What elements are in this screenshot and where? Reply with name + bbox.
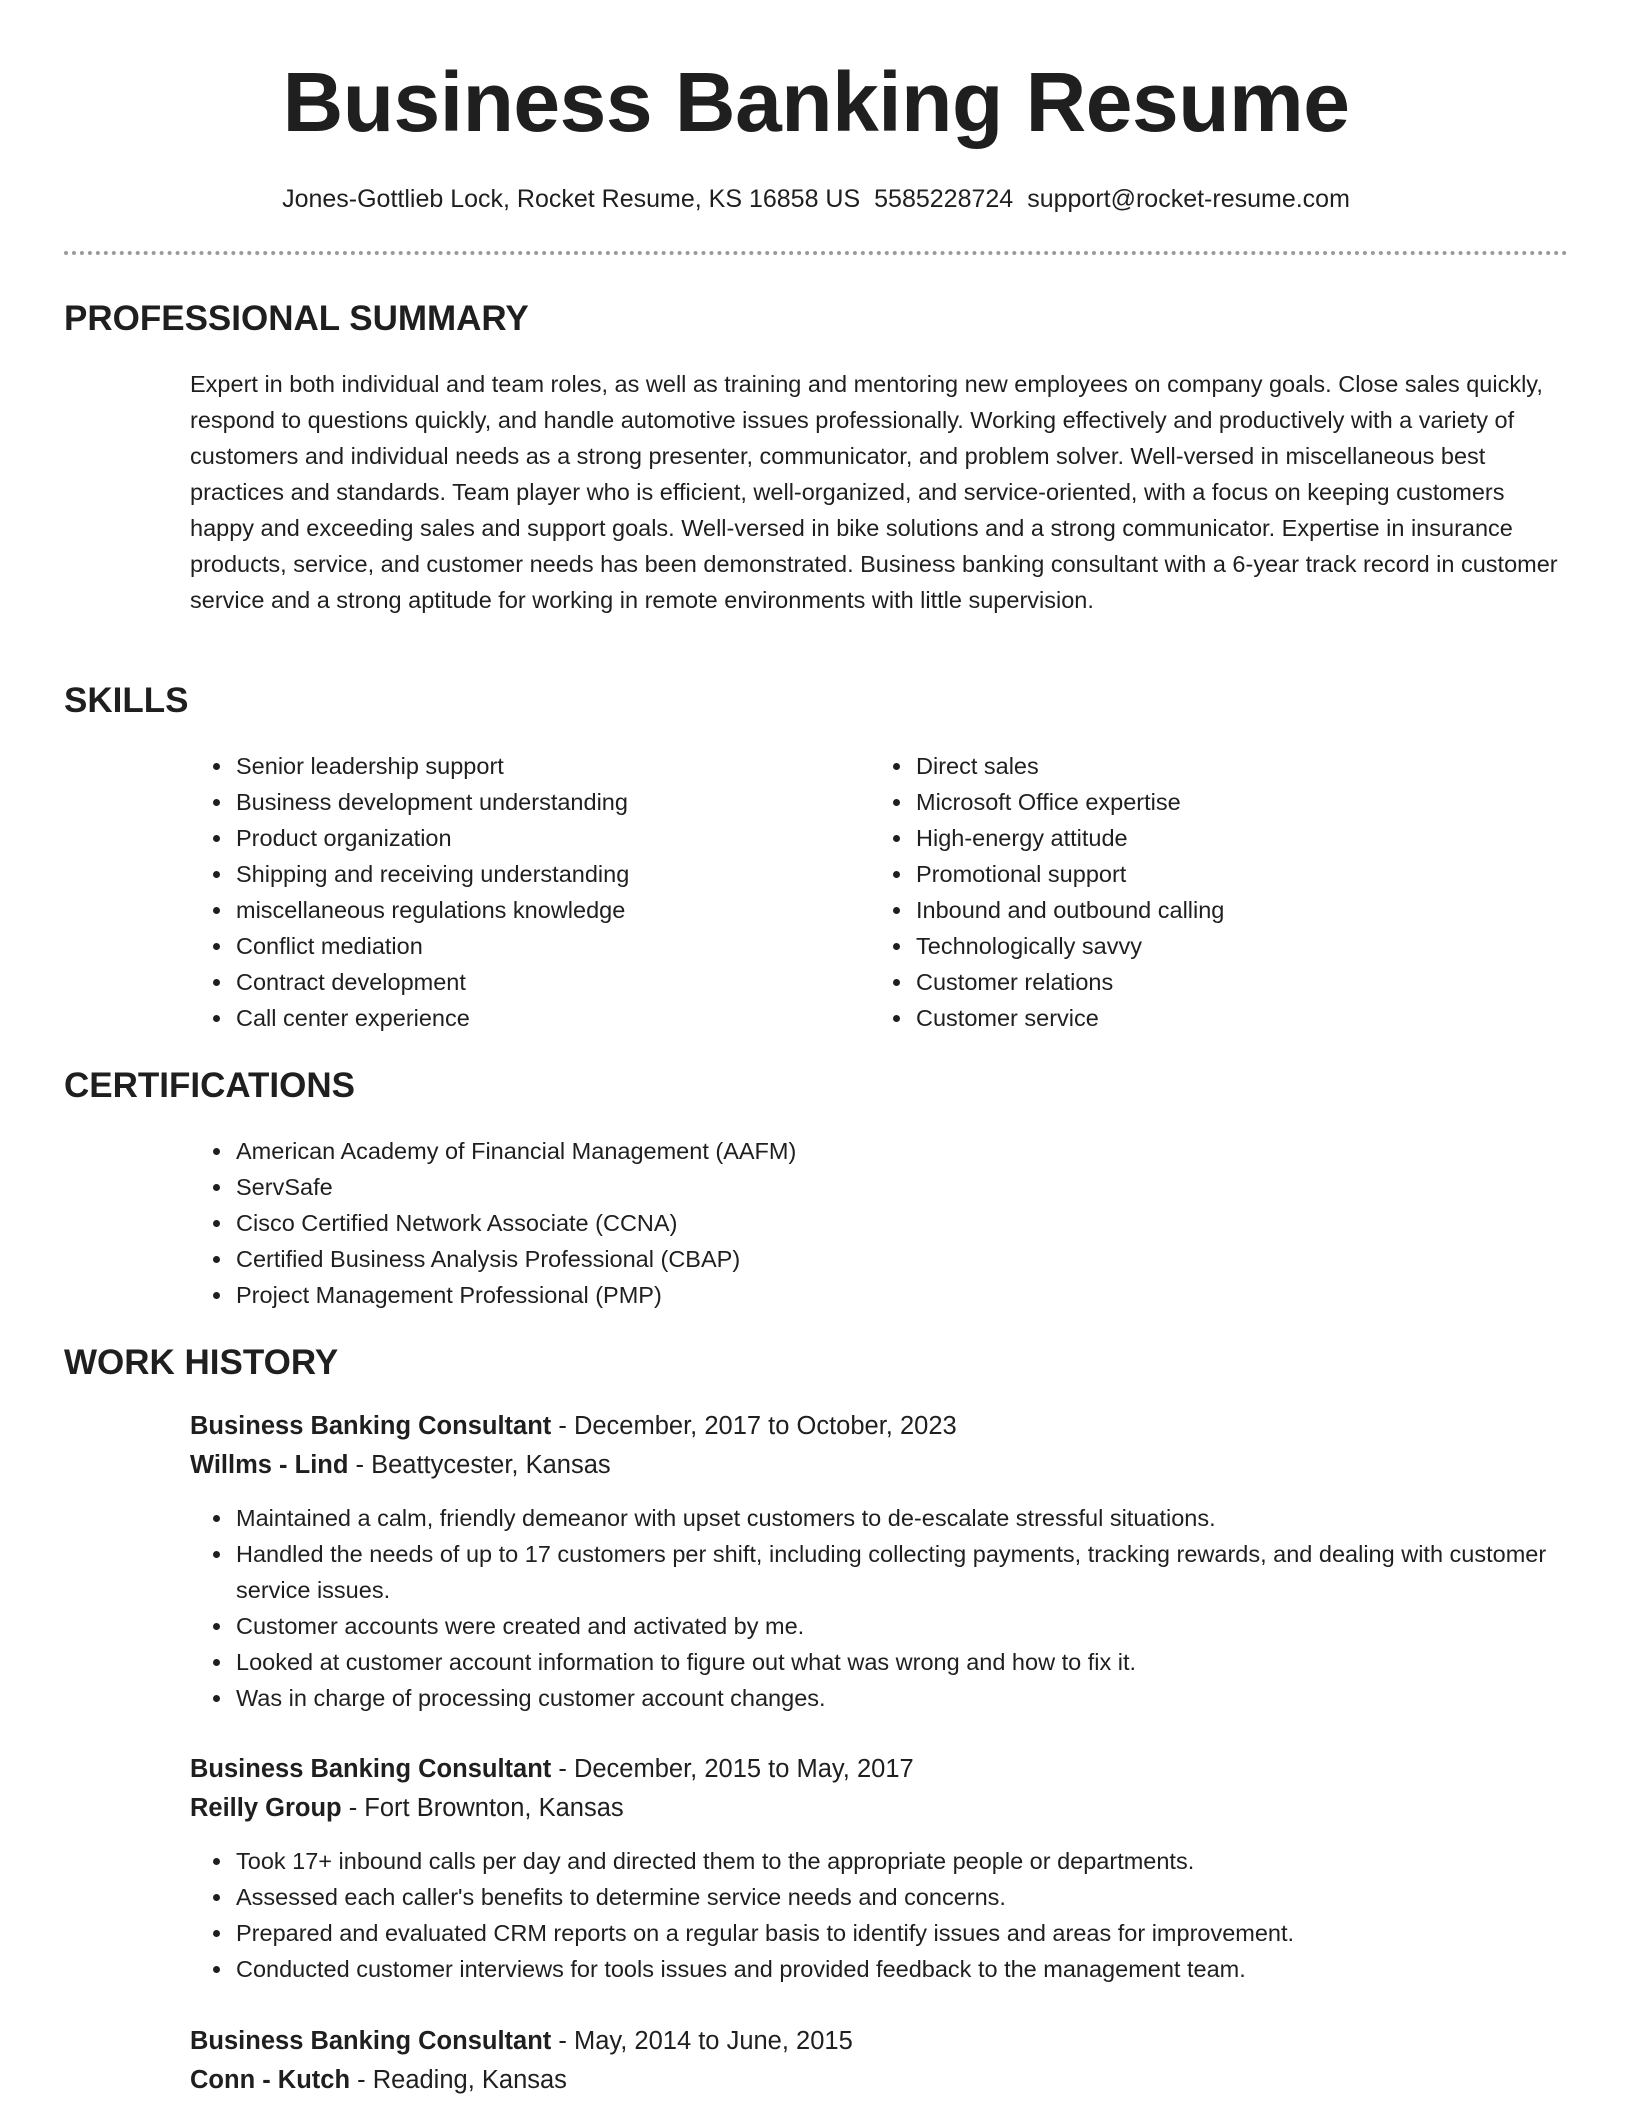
skill-item: • Call center experience (234, 1000, 854, 1036)
job-duty: • Assessed each caller's benefits to determine service needs and concerns. (234, 1879, 1574, 1915)
skills-heading: SKILLS (64, 681, 189, 720)
job-company-line (190, 1789, 624, 1827)
job-dates: - December, 2015 to May, 2017 (551, 1755, 914, 1783)
contact-info (0, 181, 1632, 217)
job-title: Business Banking Consultant (190, 1412, 552, 1440)
skill-item: • High-energy attitude (914, 820, 1554, 856)
skill-item: • Senior leadership support (234, 748, 854, 784)
skill-item: • Customer service (914, 1000, 1554, 1036)
job-location: - Beattycester, Kansas (348, 1451, 611, 1479)
job-title-line (190, 1750, 914, 1788)
skill-item: • Direct sales (914, 748, 1554, 784)
job-duty: • Conducted customer interviews for tools issues and provided feedback to the management team. (234, 1951, 1574, 1987)
skill-item: • Shipping and receiving understanding (234, 856, 854, 892)
job-duties-list (190, 1500, 1574, 1716)
skill-item: • Product organization (234, 820, 854, 856)
job-company: Willms - Lind (190, 1451, 349, 1479)
summary-heading: PROFESSIONAL SUMMARY (64, 299, 529, 338)
job-title: Business Banking Consultant (190, 1755, 552, 1783)
job-company: Conn - Kutch (190, 2066, 351, 2094)
certification-item: • Certified Business Analysis Professional (CBAP) (234, 1241, 1534, 1277)
job-dates: - December, 2017 to October, 2023 (551, 1412, 957, 1440)
job-duty: • Handled the needs of up to 17 customers per shift, including collecting payments, tracking rewards, and dealing with customer service issues. (234, 1536, 1574, 1608)
certification-item: • American Academy of Financial Management (AAFM) (234, 1133, 1534, 1169)
skill-item: • miscellaneous regulations knowledge (234, 892, 854, 928)
job-duty: • Was in charge of processing customer account changes. (234, 1680, 1574, 1716)
job-company-line (190, 2061, 567, 2099)
skill-item: • Technologically savvy (914, 928, 1554, 964)
job-company: Reilly Group (190, 1794, 342, 1822)
job-duty: • Customer accounts were created and activated by me. (234, 1608, 1574, 1644)
job-duties-list (190, 1843, 1574, 1987)
job-duty: • Looked at customer account information to figure out what was wrong and how to fix it. (234, 1644, 1574, 1680)
skill-item: • Promotional support (914, 856, 1554, 892)
certification-item: • Cisco Certified Network Associate (CCNA) (234, 1205, 1534, 1241)
certifications-list (190, 1133, 1534, 1313)
skill-item: • Microsoft Office expertise (914, 784, 1554, 820)
job-company-line (190, 1446, 611, 1484)
job-dates: - May, 2014 to June, 2015 (551, 2027, 853, 2055)
job-duty: • Prepared and evaluated CRM reports on a regular basis to identify issues and areas for improvement. (234, 1915, 1574, 1951)
skill-item: • Customer relations (914, 964, 1554, 1000)
work-history-heading: WORK HISTORY (64, 1343, 339, 1382)
header-divider (64, 251, 1568, 255)
skill-item: • Conflict mediation (234, 928, 854, 964)
skill-item: • Inbound and outbound calling (914, 892, 1554, 928)
job-title: Business Banking Consultant (190, 2027, 552, 2055)
contact-address: Jones-Gottlieb Lock, Rocket Resume, KS 16858 US (282, 185, 861, 213)
contact-phone: 5585228724 (874, 185, 1014, 213)
contact-email[interactable]: support@rocket-resume.com (1027, 185, 1350, 213)
certification-item: • Project Management Professional (PMP) (234, 1277, 1534, 1313)
job-location: - Fort Brownton, Kansas (341, 1794, 624, 1822)
skill-item: • Contract development (234, 964, 854, 1000)
job-title-line (190, 1407, 957, 1445)
skills-list-right (870, 748, 1554, 1036)
job-duty: • Took 17+ inbound calls per day and directed them to the appropriate people or departments. (234, 1843, 1574, 1879)
job-title-line (190, 2022, 853, 2060)
certifications-heading: CERTIFICATIONS (64, 1066, 356, 1105)
resume-title: Business Banking Resume (282, 55, 1350, 149)
job-duty: • Maintained a calm, friendly demeanor with upset customers to de-escalate stressful situations. (234, 1500, 1574, 1536)
job-location: - Reading, Kansas (350, 2066, 567, 2094)
skill-item: • Business development understanding (234, 784, 854, 820)
summary-text: Expert in both individual and team roles, as well as training and mentoring new employees on company goals. Close sales quickly, respond to questions quickly, and handle automotive issues professionally. Working effectively and productively with a variety of customers and individual needs as a strong presenter, communicator, and problem solver. Well-versed in miscellaneous best practices and standards. Team player who is efficient, well-organized, and service-oriented, with a focus on keeping customers happy and exceeding sales and support goals. Well-versed in bike solutions and a strong communicator. Expertise in insurance products, service, and customer needs has been demonstrated. Business banking consultant with a 6-year track record in customer service and a strong aptitude for working in remote environments with little supervision. (190, 371, 1558, 613)
skills-list-left (190, 748, 854, 1036)
certification-item: • ServSafe (234, 1169, 1534, 1205)
